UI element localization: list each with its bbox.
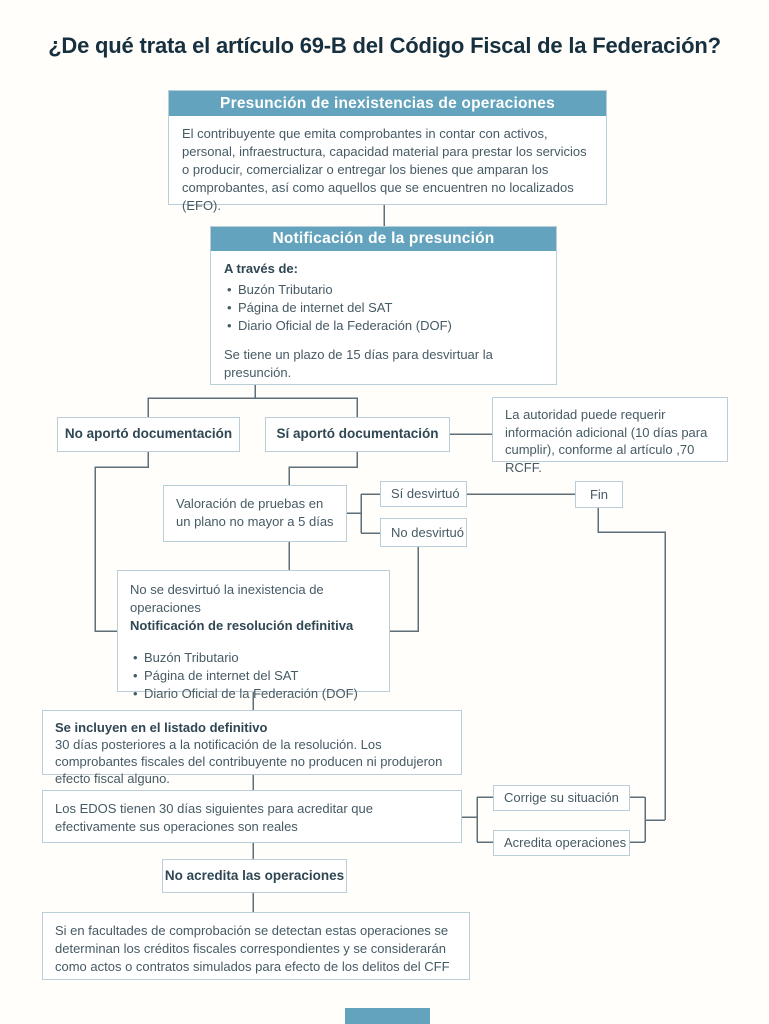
- bullet-item: • Página de internet del SAT: [225, 299, 543, 317]
- spacer: [130, 635, 377, 646]
- bullet-item: • Buzón Tributario: [131, 649, 377, 667]
- definitive-list-heading: Se incluyen en el listado definitivo: [55, 720, 268, 735]
- node-presumption: [168, 90, 607, 213]
- footer-accent-bar: [345, 1008, 430, 1024]
- page-title: ¿De qué trata el artículo 69-B del Código Fiscal de la Federación?: [48, 33, 721, 58]
- node-corrects-situation: Corrige su situación: [493, 785, 630, 811]
- node-edos-deadline: Los EDOS tienen 30 días siguientes para acreditar que efectivamente sus operaciones son reales: [42, 790, 462, 843]
- bullet-item: • Diario Oficial de la Federación (DOF): [131, 685, 377, 703]
- notification-bullet-list: [225, 281, 543, 335]
- node-evidence-evaluation: Valoración de pruebas en un plano no mayor a 5 días: [163, 485, 347, 542]
- node-presumption-header: Presunción de inexistencias de operaciones: [169, 91, 606, 116]
- definitive-list-body: 30 días posteriores a la notificación de la resolución. Los comprobantes fiscales del contribuyente no producen ni produjeron efecto fiscal alguno.: [55, 737, 443, 787]
- node-definitive-resolution: [117, 570, 390, 701]
- node-presumption-body: El contribuyente que emita comprobantes in contar con activos, personal, infraestructura, capacidad material para prestar los servicios o producir, comercializar o entregar los bienes que amparan los comprobantes, así como aquellos que se encuentren no localizados (EFO).: [182, 126, 587, 213]
- notification-deadline: Se tiene un plazo de 15 días para desvirtuar la presunción.: [224, 346, 493, 380]
- node-end: Fin: [575, 481, 623, 508]
- node-proves-operations: Acredita operaciones: [493, 830, 630, 856]
- node-no-documentation: No aportó documentación: [57, 417, 240, 452]
- bullet-item: • Buzón Tributario: [225, 281, 543, 299]
- resolution-bullet-list: [131, 649, 377, 703]
- spacer: [224, 335, 543, 346]
- bullet-item: • Diario Oficial de la Federación (DOF): [225, 317, 543, 335]
- node-notification: [210, 226, 557, 385]
- node-audit-consequences: Si en facultades de comprobación se detectan estas operaciones se determinan los créditos fiscales correspondientes y se considerarán como actos o contratos simulados para efecto de los delitos del CFF: [42, 912, 470, 980]
- resolution-line2: Notificación de resolución definitiva: [130, 617, 354, 633]
- notification-intro: A través de:: [224, 261, 298, 276]
- node-authority-request: La autoridad puede requerir información adicional (10 días para cumplir), conforme al artículo ,70 RCFF.: [492, 397, 728, 462]
- node-yes-documentation: Sí aportó documentación: [265, 417, 450, 452]
- resolution-line1: No se desvirtuó la inexistencia de operaciones: [130, 582, 324, 615]
- node-not-rebutted: No desvirtuó: [380, 518, 467, 547]
- node-definitive-list: [42, 710, 462, 787]
- node-does-not-prove: No acredita las operaciones: [162, 859, 347, 893]
- bullet-item: • Página de internet del SAT: [131, 667, 377, 685]
- node-notification-header: Notificación de la presunción: [211, 227, 556, 251]
- node-notification-body: [211, 251, 556, 384]
- node-rebutted: Sí desvirtuó: [380, 481, 467, 507]
